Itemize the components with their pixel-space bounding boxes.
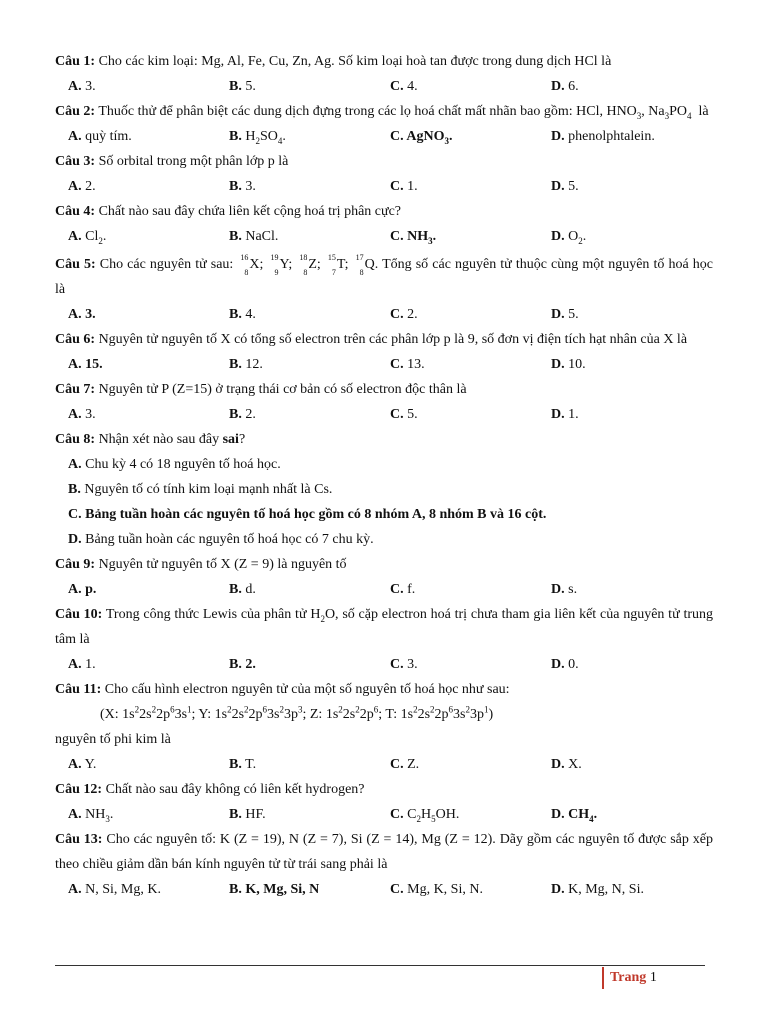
options-row xyxy=(55,174,713,199)
options-row xyxy=(55,802,713,827)
option-d: D. 6. xyxy=(551,79,579,94)
page-num: 1 xyxy=(649,970,657,985)
options-row xyxy=(55,74,713,99)
question-12 xyxy=(55,777,713,802)
option-a: A. $Cl_2$. xyxy=(68,229,107,246)
question-text: Trong công thức Lewis của phân tử H xyxy=(105,607,321,622)
question-label: Câu 11: xyxy=(55,682,102,697)
options-row xyxy=(55,302,713,327)
question-text: Nguyên tử nguyên tố X có tổng số electron trên các phân lớp p là 9, số đơn vị điện tích hạt nhân của X là xyxy=(98,332,688,347)
option-b: B. Nguyên tố có tính kim loại mạnh nhất là Cs. xyxy=(68,482,333,497)
option-a: A. N, Si, Mg, K. xyxy=(68,882,161,897)
option-d: D. 0. xyxy=(551,657,579,672)
option-a: A. $NH_3$. xyxy=(68,807,114,824)
option-d: D. s. xyxy=(551,582,578,597)
question-text: Chất nào sau đây chứa liên kết cộng hoá trị phân cực? xyxy=(98,204,402,219)
question-label: Câu 3: xyxy=(55,154,96,169)
question-text: Cho cấu hình electron nguyên tử của một số nguyên tố hoá học như sau: xyxy=(104,682,510,697)
option-c: C. Mg, K, Si, N. xyxy=(390,882,483,897)
option-d: D. K, Mg, N, Si. xyxy=(551,882,644,897)
footer-accent-bar xyxy=(602,967,604,989)
question-10: Câu 10: Trong công thức Lewis của phân tử $H_2O$, số cặp electron hoá trị chưa tham gia liên kết của nguyên tử trung tâm là xyxy=(55,607,713,647)
option-d: D. Bảng tuần hoàn các nguyên tố hoá học có 7 chu kỳ. xyxy=(68,532,374,547)
option-b: B. 2. xyxy=(229,657,256,672)
option-b: B. $H_2SO_4$. xyxy=(229,129,286,146)
question-13 xyxy=(55,827,713,877)
question-11 xyxy=(55,677,713,702)
question-text: Số orbital trong một phân lớp p là xyxy=(98,154,289,169)
options-row xyxy=(55,224,713,249)
question-label: Câu 2: xyxy=(55,104,96,119)
question-text: Cho các nguyên tố: K (Z = 19), N (Z = 7), Si (Z = 14), Mg (Z = 12). Dãy gồm các nguyên tố được sắp xếp theo chiều giảm dần bán kính nguyên tử từ trái sang phải là xyxy=(55,832,714,872)
option-d: D. 10. xyxy=(551,357,586,372)
option-c: C. 3. xyxy=(390,657,418,672)
option-b: B. 12. xyxy=(229,357,263,372)
option-a: A. 1. xyxy=(68,657,96,672)
question-label: Câu 10: xyxy=(55,607,103,622)
question-label: Câu 13: xyxy=(55,832,103,847)
option-c: C. 13. xyxy=(390,357,425,372)
question-text: Cho các kim loại: Mg, Al, Fe, Cu, Zn, Ag. Số kim loại hoà tan được trong dung dịch HCl là xyxy=(98,54,612,69)
option-d: D. $CH_4$. xyxy=(551,807,598,824)
options-row xyxy=(55,124,713,149)
option-d: D. X. xyxy=(551,757,582,772)
page-number xyxy=(610,970,657,986)
question-label: Câu 9: xyxy=(55,557,96,572)
question-text: Nguyên tử P (Z=15) ở trạng thái cơ bản có số electron độc thân là xyxy=(98,382,467,397)
option-c: C. Z. xyxy=(390,757,420,772)
question-label: Câu 12: xyxy=(55,782,103,797)
option-d: D. 5. xyxy=(551,307,579,322)
options-row xyxy=(55,652,713,677)
question-label: Câu 1: xyxy=(55,54,96,69)
question-3 xyxy=(55,149,713,174)
option-d: D. phenolphtalein. xyxy=(551,129,655,144)
footer-divider xyxy=(55,965,705,966)
question-2: Câu 2: Thuốc thử để phân biệt các dung dịch đựng trong các lọ hoá chất mất nhãn bao gồm: HCl, $HNO_3$, $Na_3PO_4$ là xyxy=(55,104,709,121)
page-word: Trang xyxy=(610,970,647,985)
options-row xyxy=(55,352,713,377)
question-9 xyxy=(55,552,713,577)
options-row xyxy=(55,577,713,602)
option-c: C. 2. xyxy=(390,307,418,322)
option-d: D. $O_2$. xyxy=(551,229,587,246)
option-c: C. f. xyxy=(390,582,416,597)
question-list xyxy=(55,49,713,902)
option-b: B. K, Mg, Si, N xyxy=(229,882,320,897)
option-a: A. 15. xyxy=(68,357,103,372)
option-b: B. 5. xyxy=(229,79,256,94)
option-c: C. AgNO$_3$. xyxy=(390,129,453,146)
option-b: B. 2. xyxy=(229,407,256,422)
electron-configurations: (X: $1s^22s^22p^63s^1$; Y: $1s^22s^22p^63s^23p^3$; Z: $1s^22s^22p^6$; T: $1s^22s^22p^63s^23p^1$) xyxy=(100,704,494,722)
question-text: Thuốc thử để phân biệt các dung dịch đựng trong các lọ hoá chất mất nhãn bao gồm: HCl, HNO xyxy=(98,104,637,119)
question-6 xyxy=(55,327,713,352)
question-text: Nguyên tử nguyên tố X (Z = 9) là nguyên tố xyxy=(98,557,347,572)
question-text: Chất nào sau đây không có liên kết hydrogen? xyxy=(105,782,365,797)
option-c: C. $NH_3$. xyxy=(390,229,437,246)
question-text: Nhận xét nào sau đây xyxy=(98,432,220,447)
option-a: A. p. xyxy=(68,582,97,597)
option-b: B. NaCl. xyxy=(229,229,279,244)
question-label: Câu 8: xyxy=(55,432,96,447)
question-7 xyxy=(55,377,713,402)
question-tail: nguyên tố phi kim là xyxy=(55,732,171,747)
option-a: A. 2. xyxy=(68,179,96,194)
option-c: C. 1. xyxy=(390,179,418,194)
option-b: B. T. xyxy=(229,757,257,772)
option-b: B. 4. xyxy=(229,307,256,322)
option-b: B. HF. xyxy=(229,807,266,822)
question-text: Cho các nguyên tử sau: xyxy=(99,257,234,272)
option-c: C. $C_2H_5OH$. xyxy=(390,807,460,824)
options-row xyxy=(55,877,713,902)
option-a: A. quỳ tím. xyxy=(68,129,132,144)
question-label: Câu 6: xyxy=(55,332,96,347)
question-8: Câu 8: Nhận xét nào sau đây sai? xyxy=(55,432,246,447)
options-row xyxy=(55,402,713,427)
option-a: A. Chu kỳ 4 có 18 nguyên tố hoá học. xyxy=(68,457,281,472)
question-label: Câu 7: xyxy=(55,382,96,397)
option-d: D. 5. xyxy=(551,179,579,194)
option-d: D. 1. xyxy=(551,407,579,422)
question-1 xyxy=(55,49,713,74)
option-c: C. 4. xyxy=(390,79,418,94)
question-5: Câu 5: Cho các nguyên tử sau: 16 8 X; 19 9 Y; 18 8 Z; 15 7 T; 17 8 Q. Tổng số các nguyên tử thuộc cùng một nguyên tố hoá học là xyxy=(55,253,714,297)
question-4 xyxy=(55,199,713,224)
question-label: Câu 4: xyxy=(55,204,96,219)
options-row xyxy=(55,752,713,777)
option-c: C. Bảng tuần hoàn các nguyên tố hoá học gồm có 8 nhóm A, 8 nhóm B và 16 cột. xyxy=(68,507,547,522)
option-b: B. 3. xyxy=(229,179,256,194)
option-a: A. Y. xyxy=(68,757,97,772)
option-c: C. 5. xyxy=(390,407,418,422)
option-a: A. 3. xyxy=(68,407,96,422)
option-b: B. d. xyxy=(229,582,256,597)
question-label: Câu 5: xyxy=(55,257,96,272)
option-a: A. 3. xyxy=(68,307,96,322)
option-a: A. 3. xyxy=(68,79,96,94)
